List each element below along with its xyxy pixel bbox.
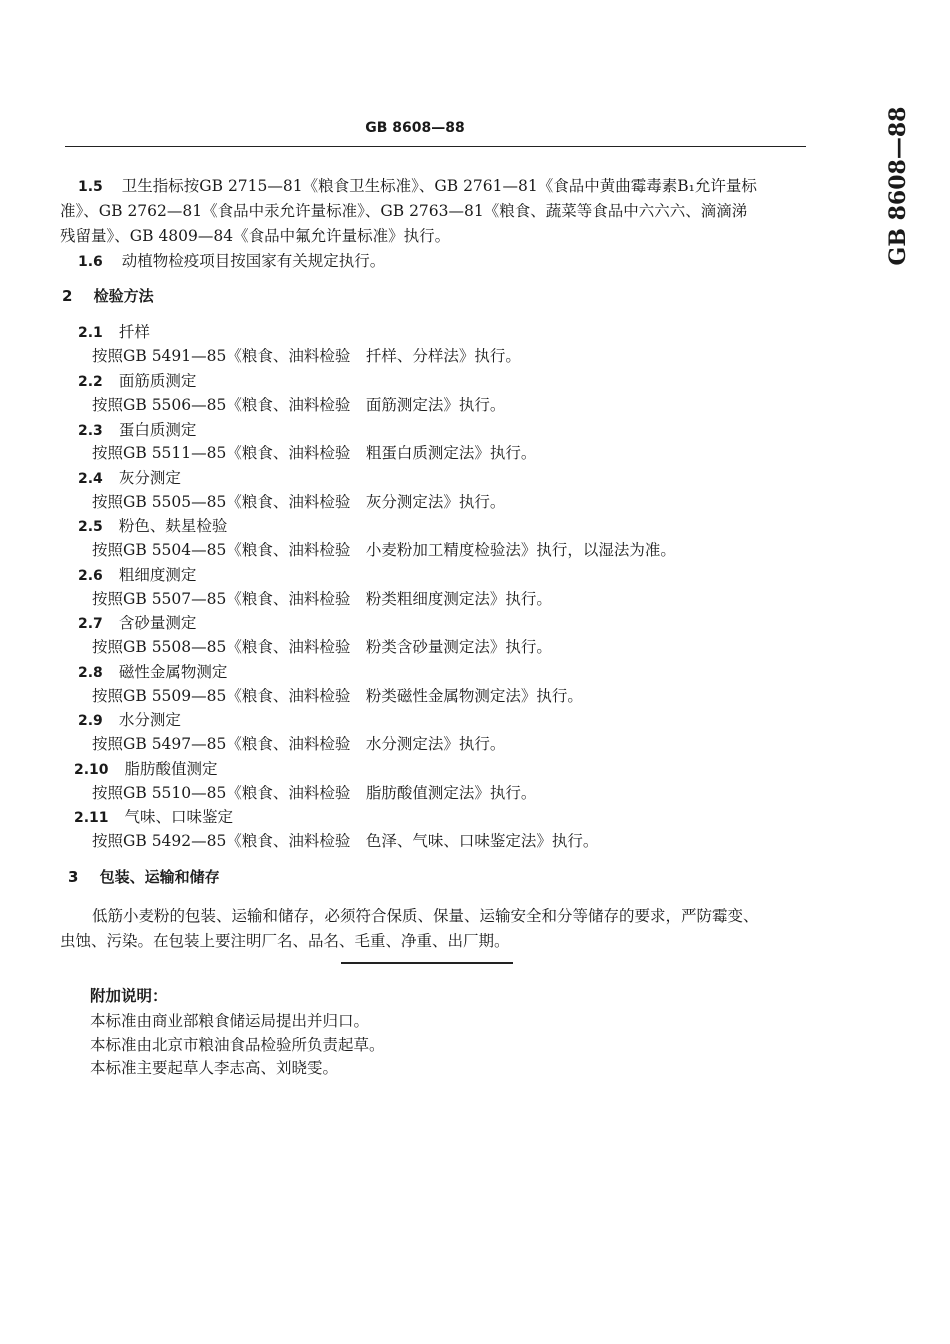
item-2-11-title	[74, 807, 233, 828]
clause-1-5-line-3: 残留量》、GB 4809—84《食品中氟允许量标准》执行。	[60, 227, 451, 245]
item-2-9-title	[78, 710, 181, 731]
item-number: 2.4	[78, 471, 103, 487]
item-title: 蛋白质测定	[118, 421, 197, 439]
clause-text: 动植物检疫项目按国家有关规定执行。	[121, 252, 386, 270]
section-3-body-line-1: 低筋小麦粉的包装、运输和储存，必须符合保质、保量、运输安全和分等储存的要求，严防霉变、	[92, 907, 759, 925]
item-2-7-body: 按照GB 5508—85《粮食、油料检验 粉类含砂量测定法》执行。	[92, 638, 552, 656]
item-number: 2.3	[78, 423, 103, 439]
section-title: 检验方法	[93, 287, 154, 305]
item-number: 2.6	[78, 568, 103, 584]
item-2-11-body: 按照GB 5492—85《粮食、油料检验 色泽、气味、口味鉴定法》执行。	[92, 832, 599, 850]
header-rule	[65, 146, 806, 147]
item-title: 粉色、麸星检验	[118, 517, 228, 535]
item-2-8-title	[78, 662, 227, 683]
item-2-1-title	[78, 322, 150, 343]
clause-number: 1.5	[78, 179, 103, 195]
item-2-9-body: 按照GB 5497—85《粮食、油料检验 水分测定法》执行。	[92, 735, 506, 753]
item-2-1-body: 按照GB 5491—85《粮食、油料检验 扦样、分样法》执行。	[92, 347, 521, 365]
item-title: 粗细度测定	[118, 566, 197, 584]
item-title: 气味、口味鉴定	[124, 808, 234, 826]
section-3-heading	[68, 867, 220, 887]
item-2-4-title	[78, 468, 181, 489]
item-number: 2.8	[78, 665, 103, 681]
item-number: 2.1	[78, 325, 103, 341]
clause-text: 卫生指标按GB 2715—81《粮食卫生标准》、GB 2761—81《食品中黄曲霉毒素B₁允许量标	[121, 177, 757, 195]
end-rule	[341, 962, 513, 964]
page-header-code: GB 8608—88	[365, 120, 465, 136]
notes-line-3: 本标准主要起草人李志高、刘晓雯。	[90, 1059, 339, 1077]
item-number: 2.10	[74, 762, 109, 778]
notes-line-1: 本标准由商业部粮食储运局提出并归口。	[90, 1012, 370, 1030]
item-2-4-body: 按照GB 5505—85《粮食、油料检验 灰分测定法》执行。	[92, 493, 506, 511]
clause-1-5-line-2: 准》、GB 2762—81《食品中汞允许量标准》、GB 2763—81《粮食、蔬菜等食品中六六六、滴滴涕	[60, 202, 748, 220]
section-number: 2	[62, 287, 73, 305]
notes-title: 附加说明：	[90, 986, 168, 1005]
item-2-10-title	[74, 759, 218, 780]
notes-line-2: 本标准由北京市粮油食品检验所负责起草。	[90, 1036, 385, 1054]
section-3-body-line-2: 虫蚀、污染。在包装上要注明厂名、品名、毛重、净重、出厂期。	[60, 932, 510, 950]
item-number: 2.7	[78, 616, 103, 632]
section-title: 包装、运输和储存	[99, 868, 220, 886]
side-standard-label: GB 8608—88	[885, 106, 911, 266]
item-number: 2.9	[78, 713, 103, 729]
item-2-3-title	[78, 420, 196, 441]
item-2-10-body: 按照GB 5510—85《粮食、油料检验 脂肪酸值测定法》执行。	[92, 784, 537, 802]
item-2-5-title	[78, 516, 227, 537]
item-2-6-title	[78, 565, 196, 586]
item-title: 水分测定	[118, 711, 181, 729]
item-2-2-title	[78, 371, 196, 392]
item-title: 灰分测定	[118, 469, 181, 487]
item-title: 磁性金属物测定	[118, 663, 228, 681]
item-number: 2.11	[74, 810, 109, 826]
section-number: 3	[68, 868, 79, 886]
item-2-3-body: 按照GB 5511—85《粮食、油料检验 粗蛋白质测定法》执行。	[92, 444, 537, 462]
item-2-6-body: 按照GB 5507—85《粮食、油料检验 粉类粗细度测定法》执行。	[92, 590, 552, 608]
clause-1-6	[78, 251, 385, 272]
item-title: 含砂量测定	[118, 614, 197, 632]
clause-1-5-line-1	[78, 176, 757, 197]
section-2-heading	[62, 286, 154, 306]
item-title: 脂肪酸值测定	[124, 760, 218, 778]
item-2-8-body: 按照GB 5509—85《粮食、油料检验 粉类磁性金属物测定法》执行。	[92, 687, 583, 705]
item-2-5-body: 按照GB 5504—85《粮食、油料检验 小麦粉加工精度检验法》执行，以湿法为准。	[92, 541, 676, 559]
item-2-2-body: 按照GB 5506—85《粮食、油料检验 面筋测定法》执行。	[92, 396, 506, 414]
item-title: 面筋质测定	[118, 372, 197, 390]
clause-number: 1.6	[78, 254, 103, 270]
item-number: 2.2	[78, 374, 103, 390]
item-2-7-title	[78, 613, 196, 634]
item-number: 2.5	[78, 519, 103, 535]
item-title: 扦样	[118, 323, 150, 341]
